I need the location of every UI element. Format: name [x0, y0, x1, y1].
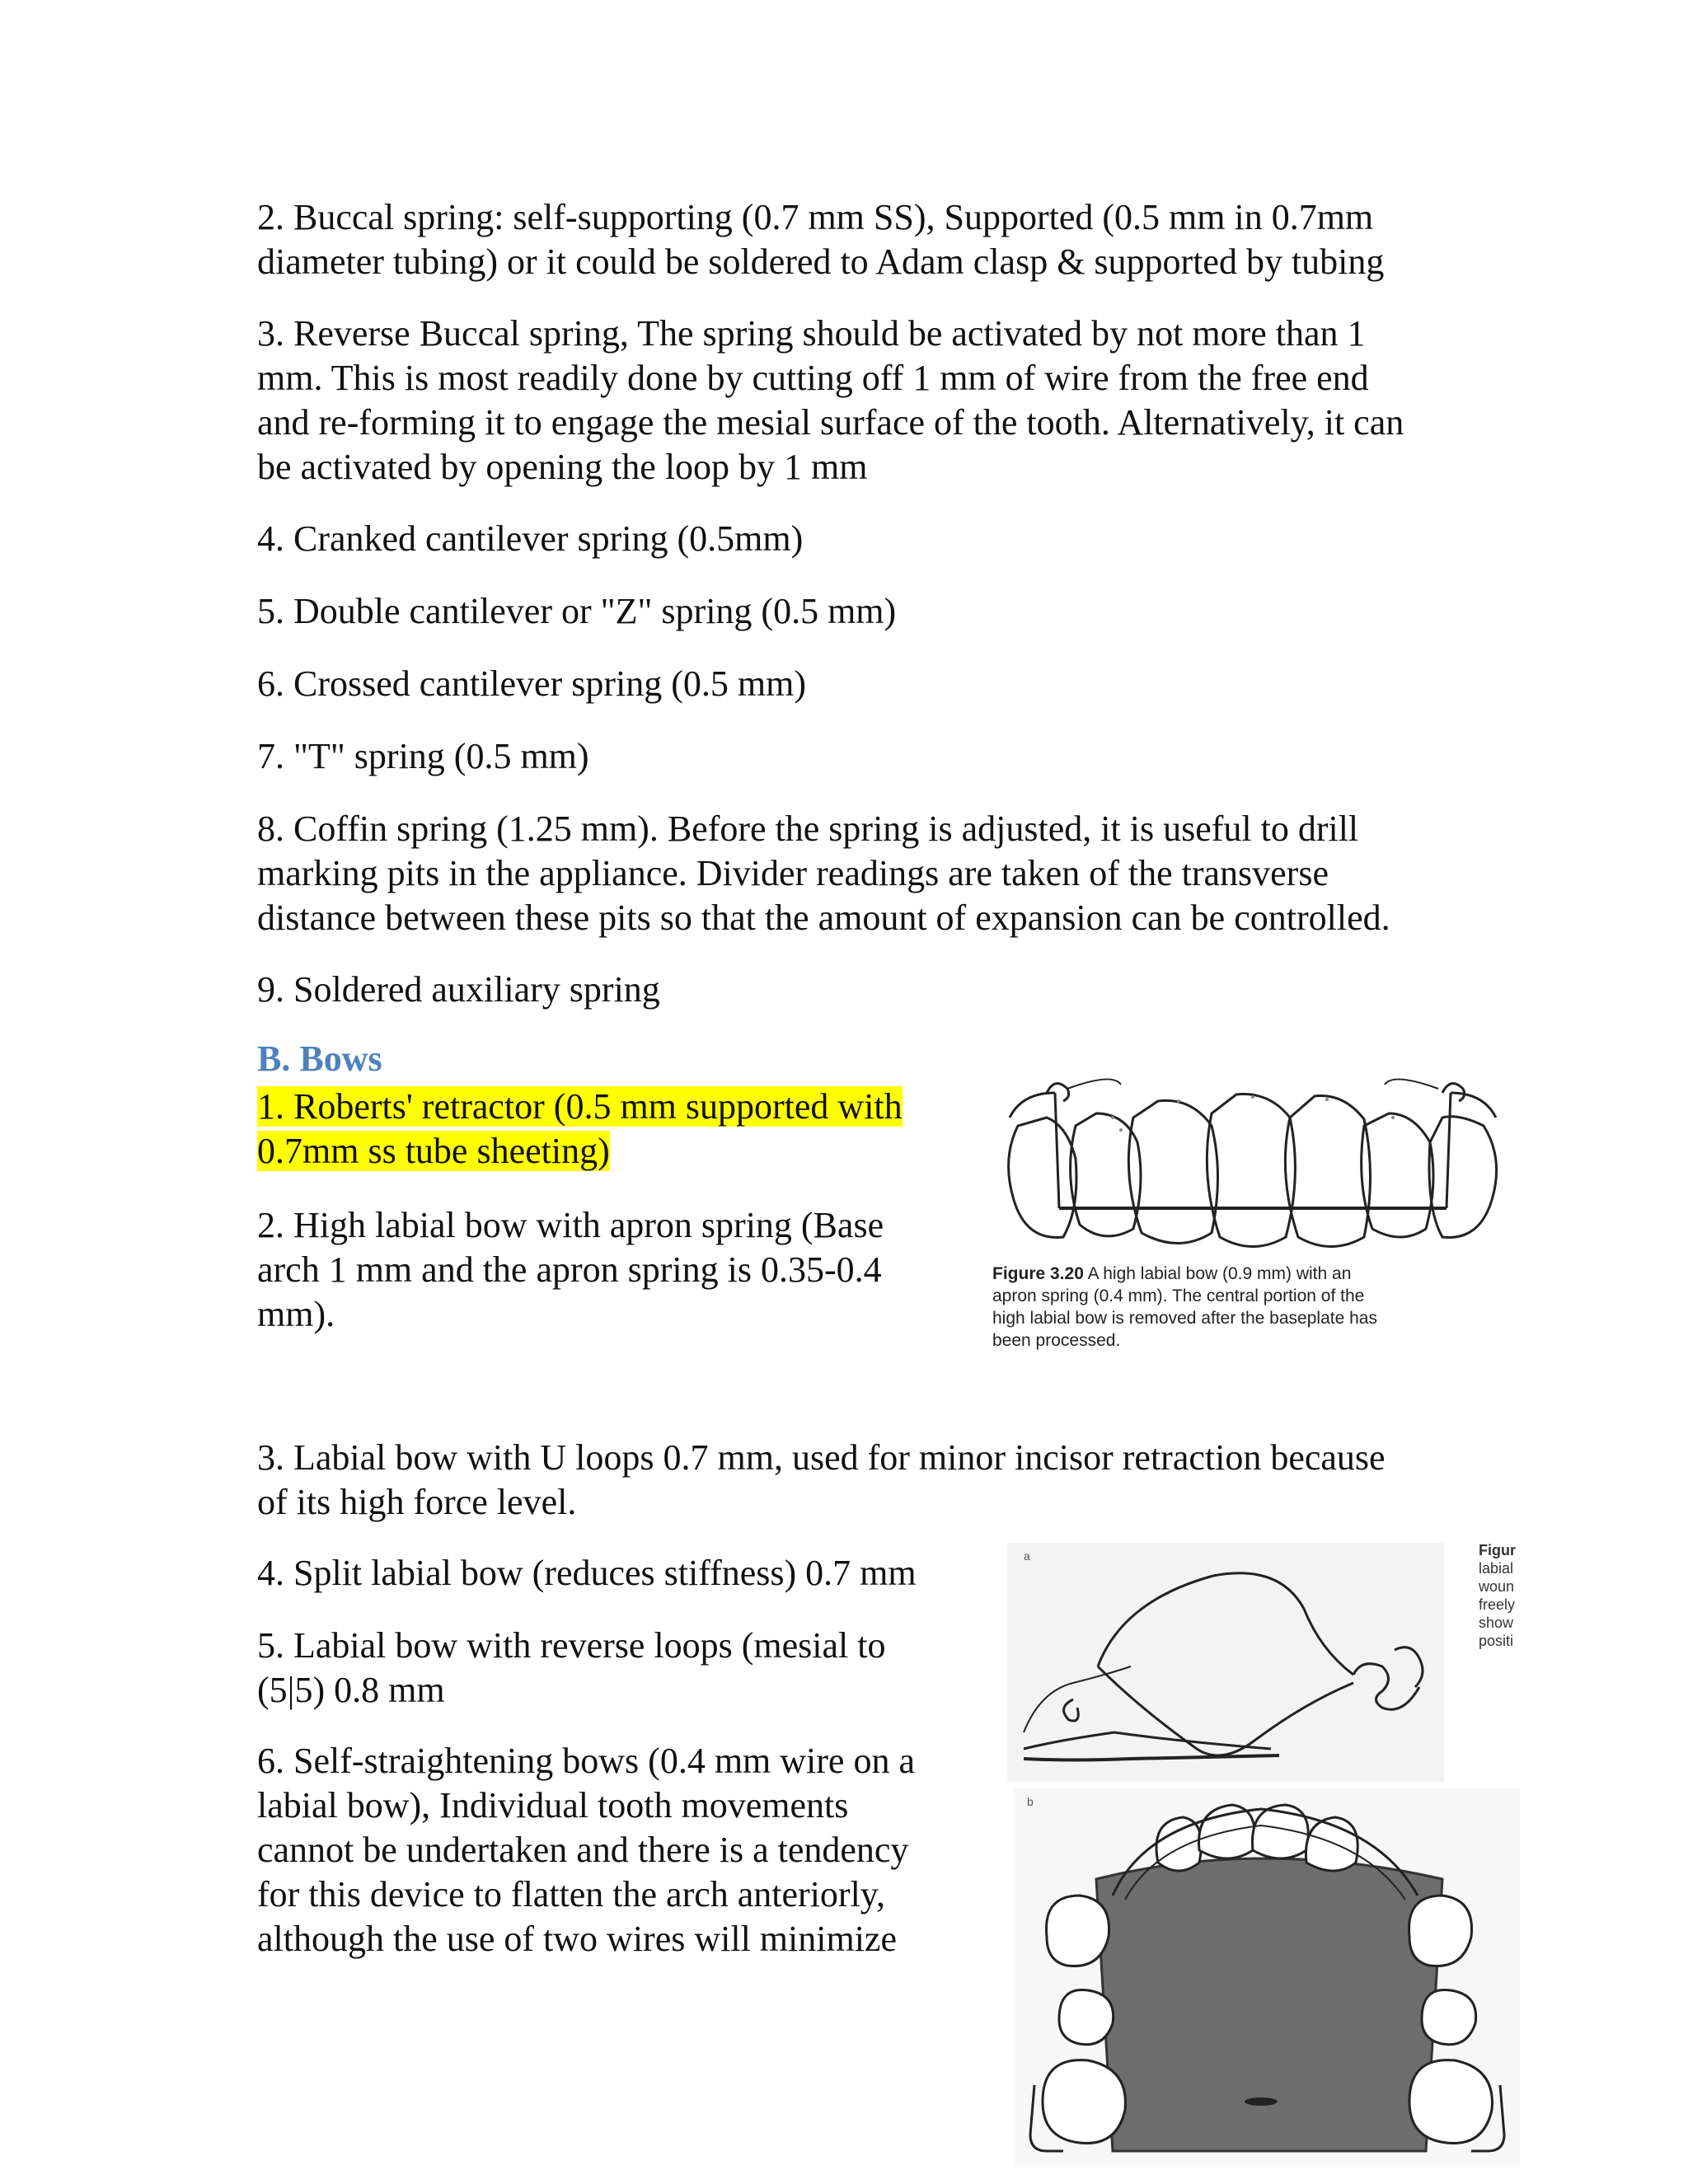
text-line: mm). — [257, 1294, 335, 1334]
caption-line: apron spring (0.4 mm). The central portion of the — [992, 1286, 1365, 1305]
text-line: 5. Double cantilever or "Z" spring (0.5 mm) — [257, 591, 897, 631]
caption-line: freely — [1479, 1596, 1516, 1613]
text-line: (5|5) 0.8 mm — [257, 1670, 445, 1710]
paragraph-cranked-cantilever — [257, 517, 803, 561]
panel-label-a: a — [1024, 1549, 1030, 1563]
text-line: and re-forming it to engage the mesial surface of the tooth. Alternatively, it can — [257, 402, 1404, 443]
text-line: 3. Reverse Buccal spring, The spring should be activated by not more than 1 — [257, 313, 1366, 354]
paragraph-reverse-loops — [257, 1624, 885, 1713]
text-line: 4. Split labial bow (reduces stiffness) 0.7 mm — [257, 1553, 917, 1593]
paragraph-high-labial-bow — [257, 1203, 884, 1337]
text-line: 8. Coffin spring (1.25 mm). Before the spring is adjusted, it is useful to drill — [257, 808, 1359, 849]
paragraph-t-spring — [257, 734, 589, 779]
paragraph-split-labial-bow — [257, 1551, 917, 1596]
figure-high-labial-bow-illustration — [989, 1068, 1517, 1258]
figure-label: Figure 3.20 — [992, 1264, 1084, 1283]
paragraph-coffin-spring — [257, 807, 1390, 940]
text-line: cannot be undertaken and there is a tendency — [257, 1830, 909, 1870]
text-line: 6. Crossed cantilever spring (0.5 mm) — [257, 663, 806, 704]
text-line: arch 1 mm and the apron spring is 0.35-0.4 — [257, 1249, 882, 1290]
text-line: labial bow), Individual tooth movements — [257, 1785, 849, 1825]
text-line: 3. Labial bow with U loops 0.7 mm, used for minor incisor retraction because — [257, 1437, 1386, 1478]
text-line: diameter tubing) or it could be soldered to Adam clasp & supported by tubing — [257, 241, 1385, 282]
section-heading-bows: B. Bows — [257, 1038, 382, 1079]
paragraph-buccal-spring — [257, 195, 1384, 284]
caption-line: high labial bow is removed after the baseplate has — [992, 1309, 1377, 1328]
text-line: mm. This is most readily done by cutting off 1 mm of wire from the free end — [257, 358, 1369, 398]
highlighted-text: 1. Roberts' retractor (0.5 mm supported with — [257, 1086, 903, 1127]
text-line: although the use of two wires will minimize — [257, 1919, 897, 1959]
caption-line: positi — [1479, 1633, 1514, 1649]
text-line: 2. Buccal spring: self-supporting (0.7 mm SS), Supported (0.5 mm in 0.7mm — [257, 197, 1374, 237]
figure-label: Figur — [1479, 1542, 1516, 1558]
text-line: of its high force level. — [257, 1482, 577, 1522]
figure-3-20-caption — [992, 1263, 1377, 1352]
text-line: 5. Labial bow with reverse loops (mesial to — [257, 1625, 886, 1666]
panel-label-b: b — [1027, 1795, 1034, 1808]
text-line: be activated by opening the loop by 1 mm — [257, 447, 868, 487]
figure-panel-b-arch-illustration — [1014, 1788, 1520, 2168]
text-line: for this device to flatten the arch anteriorly, — [257, 1874, 885, 1915]
figure-panel-a-split-bow-illustration — [1007, 1543, 1444, 1782]
text-line: 7. "T" spring (0.5 mm) — [257, 736, 589, 776]
paragraph-double-cantilever — [257, 589, 896, 634]
caption-line: woun — [1479, 1578, 1515, 1595]
text-line: 2. High labial bow with apron spring (Base — [257, 1205, 884, 1245]
paragraph-soldered-auxiliary — [257, 968, 660, 1012]
text-line: 6. Self-straightening bows (0.4 mm wire on a — [257, 1741, 915, 1781]
highlighted-text: 0.7mm ss tube sheeting) — [257, 1131, 610, 1171]
caption-line: labial — [1479, 1560, 1514, 1577]
text-line: distance between these pits so that the amount of expansion can be controlled. — [257, 898, 1390, 938]
caption-line: been processed. — [992, 1331, 1121, 1350]
paragraph-labial-bow-u-loops — [257, 1436, 1386, 1525]
paragraph-reverse-buccal-spring — [257, 312, 1404, 490]
text-line: 4. Cranked cantilever spring (0.5mm) — [257, 518, 804, 559]
paragraph-roberts-retractor — [257, 1085, 903, 1174]
paragraph-self-straightening-bows — [257, 1739, 915, 1961]
paragraph-crossed-cantilever — [257, 662, 806, 706]
caption-line: show — [1479, 1615, 1514, 1631]
caption-line: A high labial bow (0.9 mm) with an — [1083, 1264, 1352, 1283]
text-line: marking pits in the appliance. Divider readings are taken of the transverse — [257, 853, 1329, 893]
cropped-side-caption — [1479, 1541, 1523, 1650]
text-line: 9. Soldered auxiliary spring — [257, 969, 660, 1010]
